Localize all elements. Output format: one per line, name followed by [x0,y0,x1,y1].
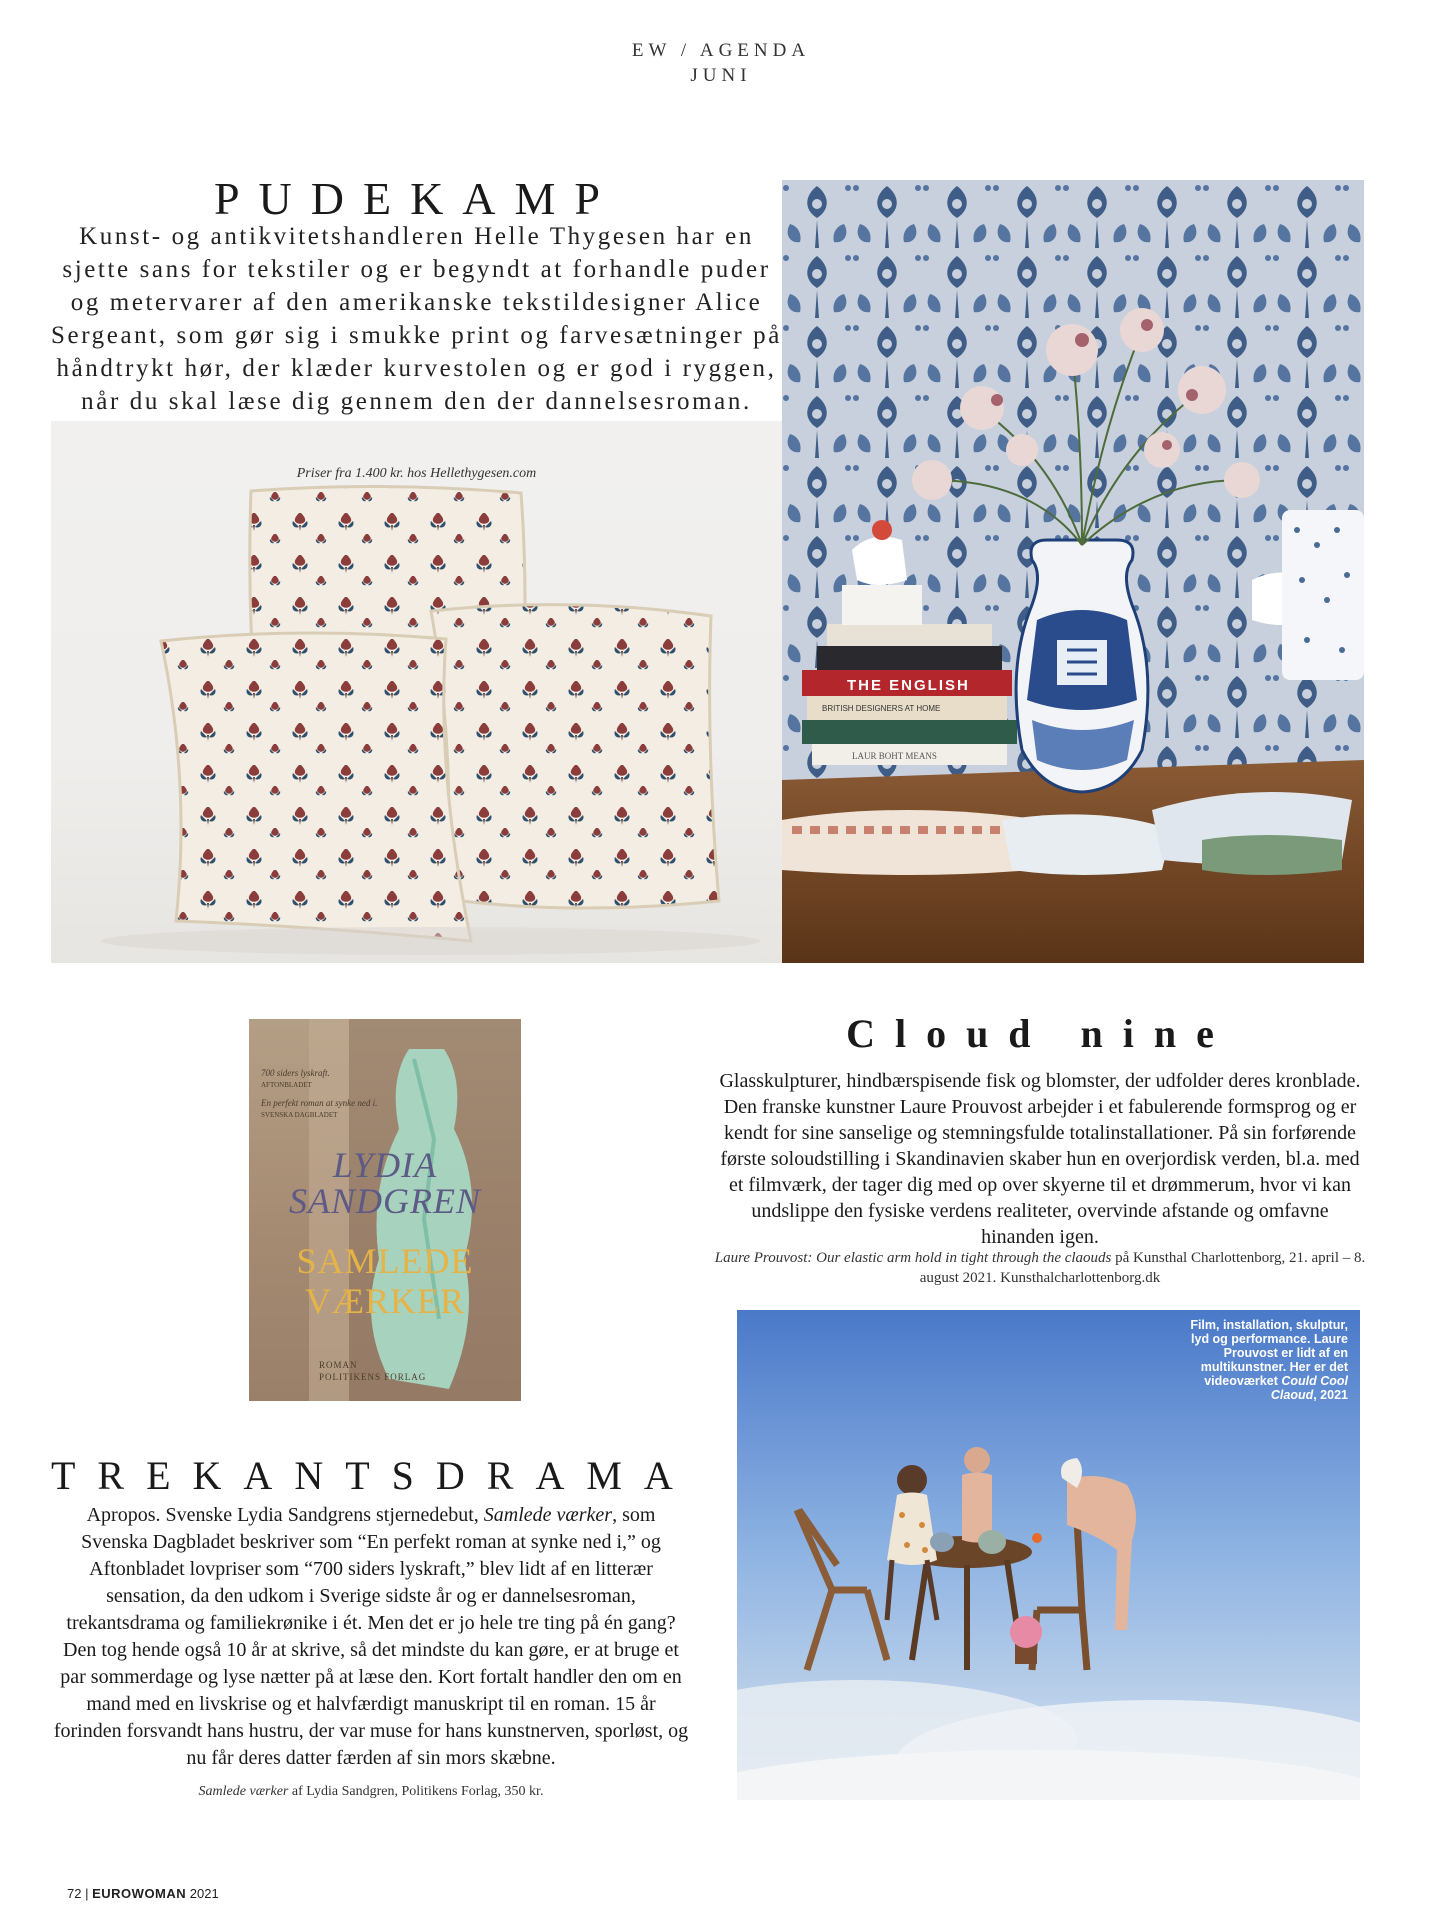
book-cover-samlede-vaerker [249,1019,521,1401]
decor-photo [782,180,1364,963]
decor-illustration [782,180,1364,963]
cloud-caption-rest: på Kunsthal Charlottenborg, 21. april – 8. august 2021. Kunsthalcharlottenborg.dk [919,1250,1366,1286]
trek-body-pre: Apropos. Svenske Lydia Sandgrens stjernedebut, [86,1504,484,1526]
book-spine-laur: LAUR BOHT MEANS [852,751,937,761]
photo-caption-title: Could Cool Claoud [1270,1374,1348,1402]
cloud-nine-body: Glasskulpturer, hindbærspisende fisk og blomster, der udfolder deres kronblade. Den franske kunstner Laure Prouvost arbejder i et fabulerende formsprog og er kendt for sine sanselige og stemningsfulde totalinstallationer. På sin forførende første soloudstilling i Skandinavien skaber hun en overjordisk verden, bl.a. med et filmværk, der tager dig med op over skyerne til et drømmerum, hvor vi kan undslippe den fysiske verdens realiteter, overvinde afstande og omfavne hinanden igen. [719,1070,1361,1248]
cloud-photo [737,1310,1360,1800]
trek-body-title: Samlede værker [483,1504,613,1526]
pillows-illustration [51,421,782,963]
pudekamp-price: Priser fra 1.400 kr. hos Hellethygesen.com [296,466,537,481]
magazine-brand: EUROWOMAN [92,1886,187,1901]
book-author-last: SANDGREN [289,1181,481,1221]
book-blurb-1: 700 siders lyskraft. [261,1068,330,1078]
trek-caption-title: Samlede værker [198,1784,289,1799]
book-title-line2: VÆRKER [304,1281,466,1321]
book-title-line1: SAMLEDE [296,1241,474,1281]
pudekamp-title: PUDEKAMP [213,173,620,224]
trek-caption-rest: af Lydia Sandgren, Politikens Forlag, 350 kr. [288,1784,544,1799]
section-header [0,38,1442,88]
book-blurb-2-source: SVENSKA DAGBLADET [261,1111,338,1119]
book-blurb-1-source: AFTONBLADET [261,1081,312,1089]
book-author-first: LYDIA [332,1145,438,1185]
footer-year: 2021 [189,1886,219,1901]
cloud-nine-caption [714,1248,1366,1288]
trekantsdrama-title: TREKANTSDRAMA [51,1453,695,1498]
page-footer [67,1886,219,1901]
page-number: 72 [67,1886,82,1901]
book-genre: ROMAN [319,1360,358,1370]
trekantsdrama-caption [51,1784,691,1800]
section-label: EW / AGENDA [631,40,811,61]
pillows-photo [51,421,782,963]
cloud-photo-caption [1173,1318,1348,1402]
photo-caption-post: , 2021 [1313,1388,1348,1402]
book-spine-english: THE ENGLISH [847,677,970,694]
photo-caption-pre: Film, installation, skulptur, lyd og performance. Laure Prouvost er lidt af en multikunstner. Her er det videoværket [1190,1318,1348,1388]
cloud-caption-title: Laure Prouvost: Our elastic arm hold in tight through the claouds [714,1250,1112,1266]
pudekamp-body: Kunst- og antikvitetshandleren Helle Thygesen har en sjette sans for tekstiler og er begyndt at forhandle puder og metervarer af den amerikanske tekstildesigner Alice Sergeant, som gør sig i smukke print og farvesætninger på håndtrykt hør, der klæder kurvestolen og er god i ryggen, når du skal læse dig gennem den der dannelsesroman. [51,223,782,415]
footer-separator: | [85,1886,89,1901]
month-label: JUNI [690,65,752,86]
cloud-nine-title: Cloud nine [846,1011,1234,1056]
book-spine-british: BRITISH DESIGNERS AT HOME [822,704,941,713]
book-blurb-2: En perfekt roman at synke ned i. [261,1098,378,1108]
book-publisher: POLITIKENS FORLAG [319,1372,427,1382]
trek-body-post: , som Svenska Dagbladet beskriver som “En perfekt roman at synke ned i,” og Aftonbladet lovpriser som “700 siders lyskraft,” blev lidt af en litterær sensation, da den udkom i Sverige sidste år og er dannelsesroman, trekantsdrama og familiekrønike i ét. Men det er jo hele tre ting på én gang? Den tog hende også 10 år at skrive, så det mindste du kan gøre, er at bruge et par sommerdage og lyse nætter på at læse den. Kort fortalt handler den om en mand med en livskrise og et halvfærdigt manuskript til en roman. 15 år forinden forsvandt hans hustru, der var muse for hans kunstnerven, sporløst, og nu får deres datter færden af sin mors skæbne. [53,1504,689,1769]
trekantsdrama-body [51,1502,691,1772]
